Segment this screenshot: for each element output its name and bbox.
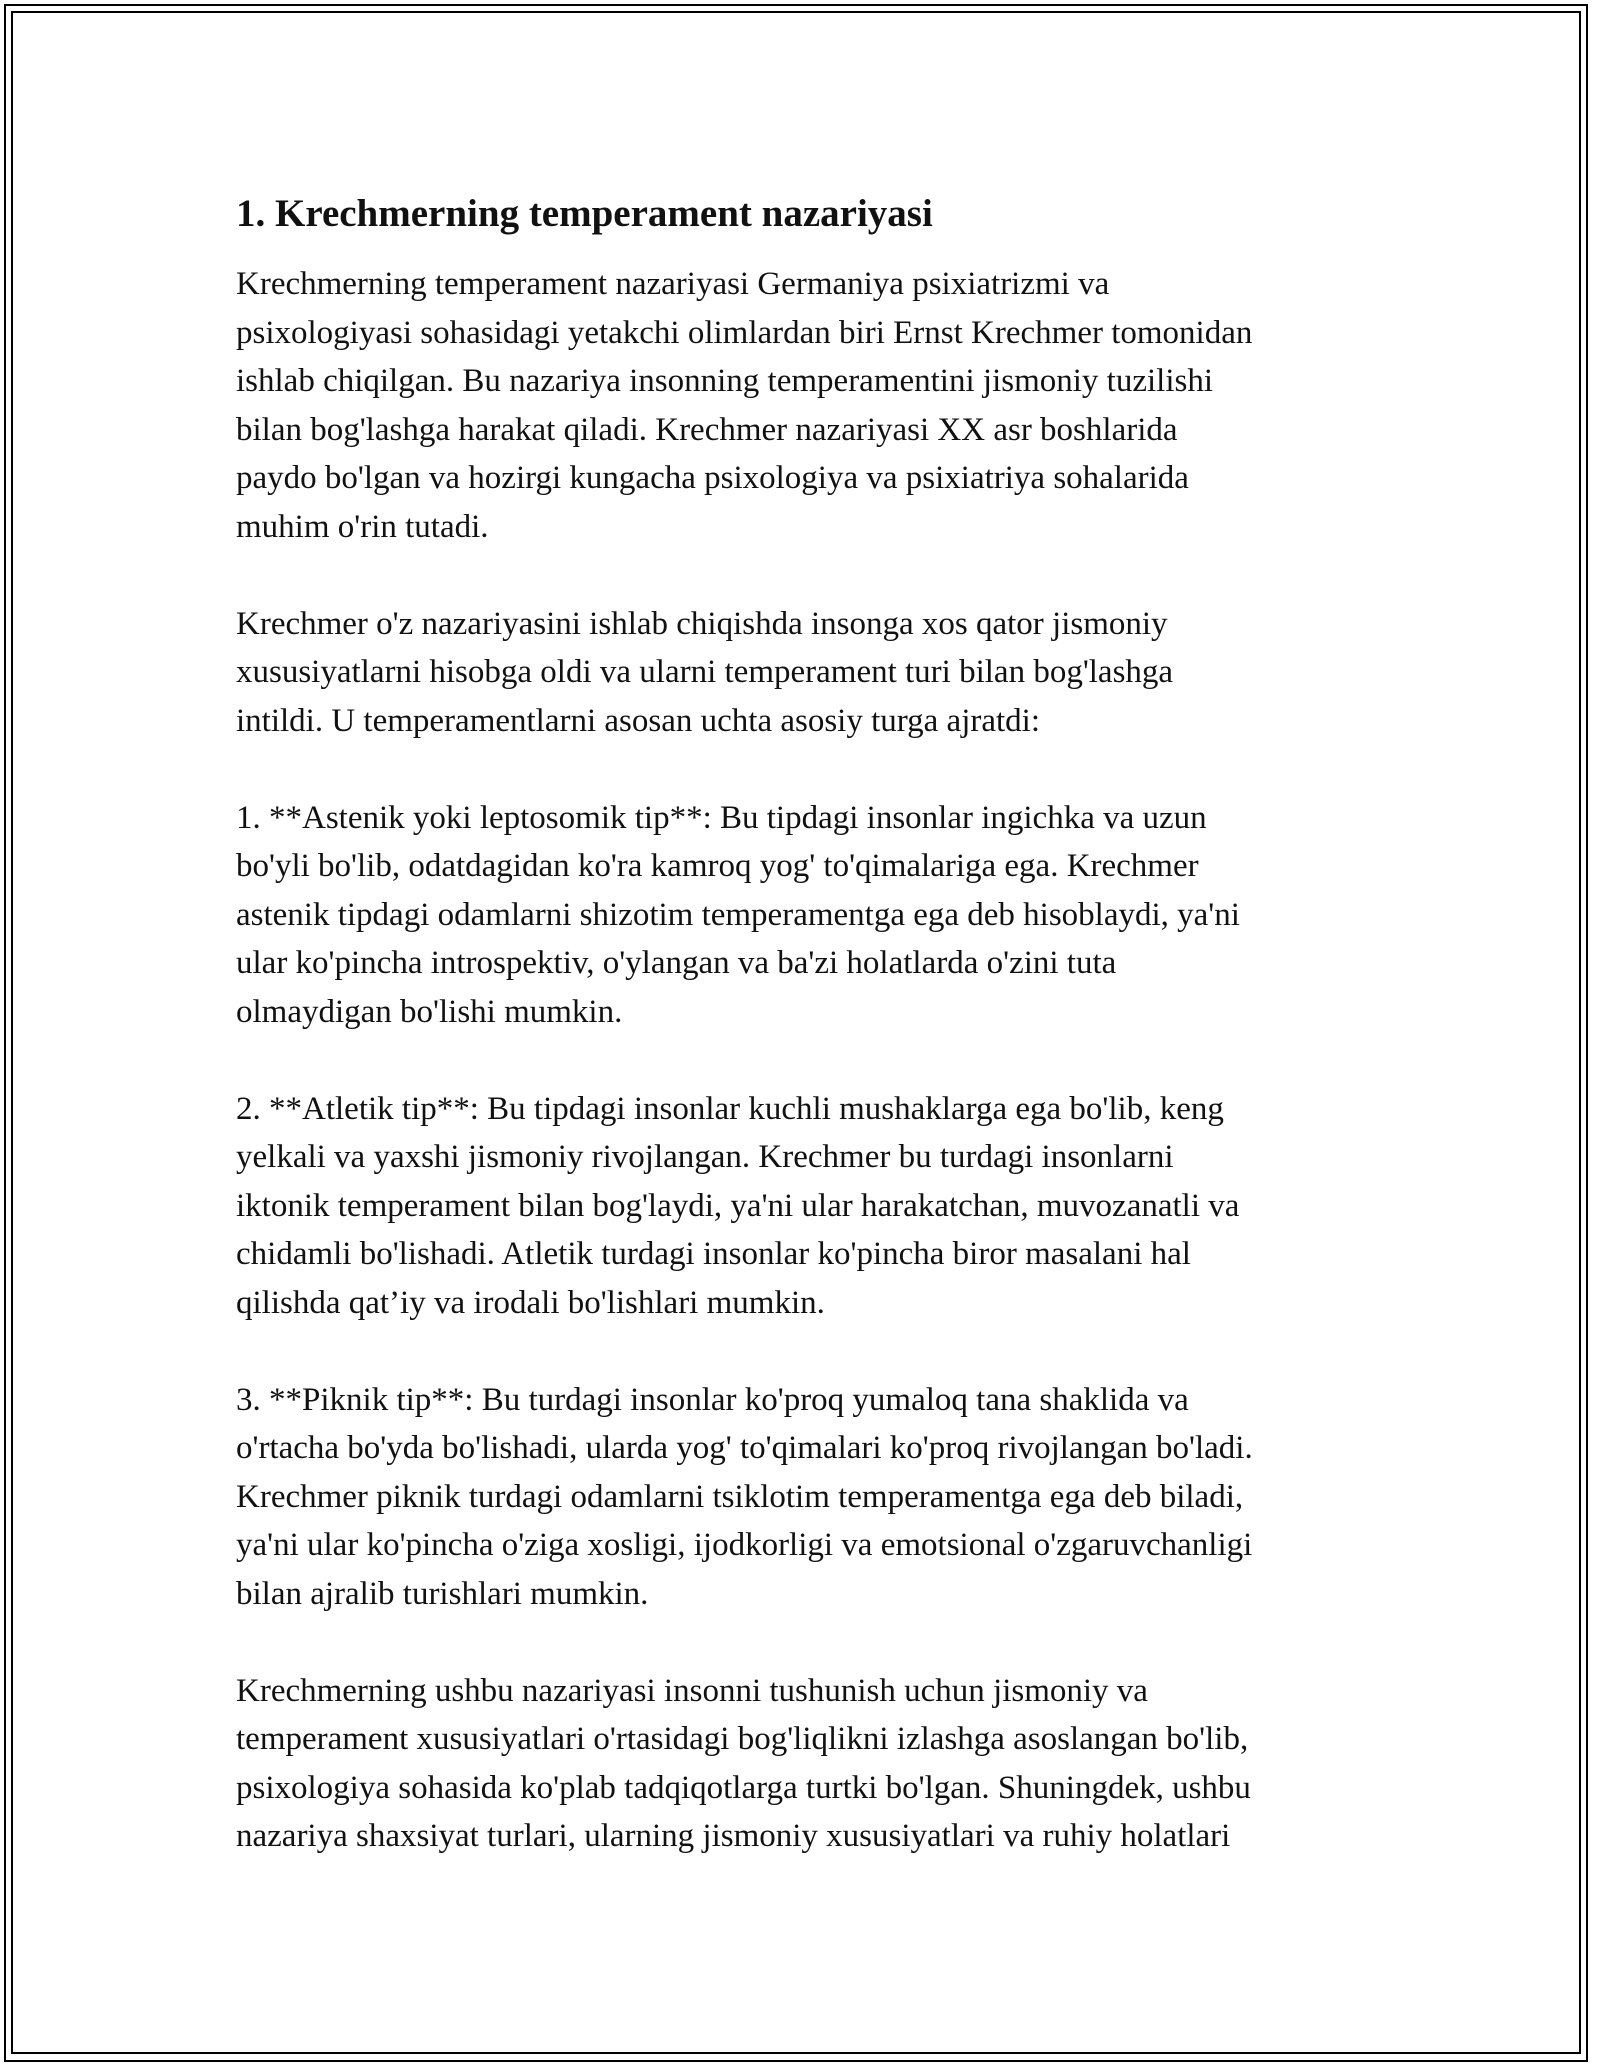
- document-body: [236, 182, 1386, 1909]
- paragraph-types-overview: Krechmer o'z nazariyasini ishlab chiqishda insonga xos qator jismoniy xususiyatlarni hisobga oldi va ularni temperament turi bilan bog'lashga intildi. U temperamentlarni asosan uchta asosiy turga ajratdi:: [236, 605, 1174, 739]
- paragraph-piknik-type: 3. **Piknik tip**: Bu turdagi insonlar ko'proq yumaloq tana shaklida va o'rtacha bo'yda bo'lishadi, ularda yog' to'qimalari ko'proq rivojlangan bo'ladi. Krechmer piknik turdagi odamlarni tsiklotim temperamentga ega deb biladi, ya'ni ular ko'pincha o'ziga xosligi, ijodkorligi va emotsional o'zgaruvchanligi bilan ajralib turishlari mumkin.: [236, 1381, 1253, 1612]
- section-heading: 1. Krechmerning temperament nazariyasi: [236, 192, 933, 235]
- paragraph-astenik-type: 1. **Astenik yoki leptosomik tip**: Bu tipdagi insonlar ingichka va uzun bo'yli bo'lib, odatdagidan ko'ra kamroq yog' to'qimalariga ega. Krechmer astenik tipdagi odamlarni shizotim temperamentga ega deb hisoblaydi, ya'ni ular ko'pincha introspektiv, o'ylangan va ba'zi holatlarda o'zini tuta olmaydigan bo'lishi mumkin.: [236, 799, 1240, 1030]
- paragraph-conclusion: Krechmerning ushbu nazariyasi insonni tushunish uchun jismoniy va temperament xususiyatlari o'rtasidagi bog'liqlikni izlashga asoslangan bo'lib, psixologiya sohasida ko'plab tadqiqotlarga turtki bo'lgan. Shuningdek, ushbu nazariya shaxsiyat turlari, ularning jismoniy xususiyatlari va ruhiy holatlari: [236, 1672, 1251, 1854]
- paragraph-atletik-type: 2. **Atletik tip**: Bu tipdagi insonlar kuchli mushaklarga ega bo'lib, keng yelkali va yaxshi jismoniy rivojlangan. Krechmer bu turdagi insonlarni iktonik temperament bilan bog'laydi, ya'ni ular harakatchan, muvozanatli va chidamli bo'lishadi. Atletik turdagi insonlar ko'pincha biror masalani hal qilishda qat’iy va irodali bo'lishlari mumkin.: [236, 1090, 1240, 1321]
- paragraph-intro: Krechmerning temperament nazariyasi Germaniya psixiatrizmi va psixologiyasi sohasidagi yetakchi olimlardan biri Ernst Krechmer tomonidan ishlab chiqilgan. Bu nazariya insonning temperamentini jismoniy tuzilishi bilan bog'lashga harakat qiladi. Krechmer nazariyasi XX asr boshlarida paydo bo'lgan va hozirgi kungacha psixologiya va psixiatriya sohalarida muhim o'rin tutadi.: [236, 266, 1253, 545]
